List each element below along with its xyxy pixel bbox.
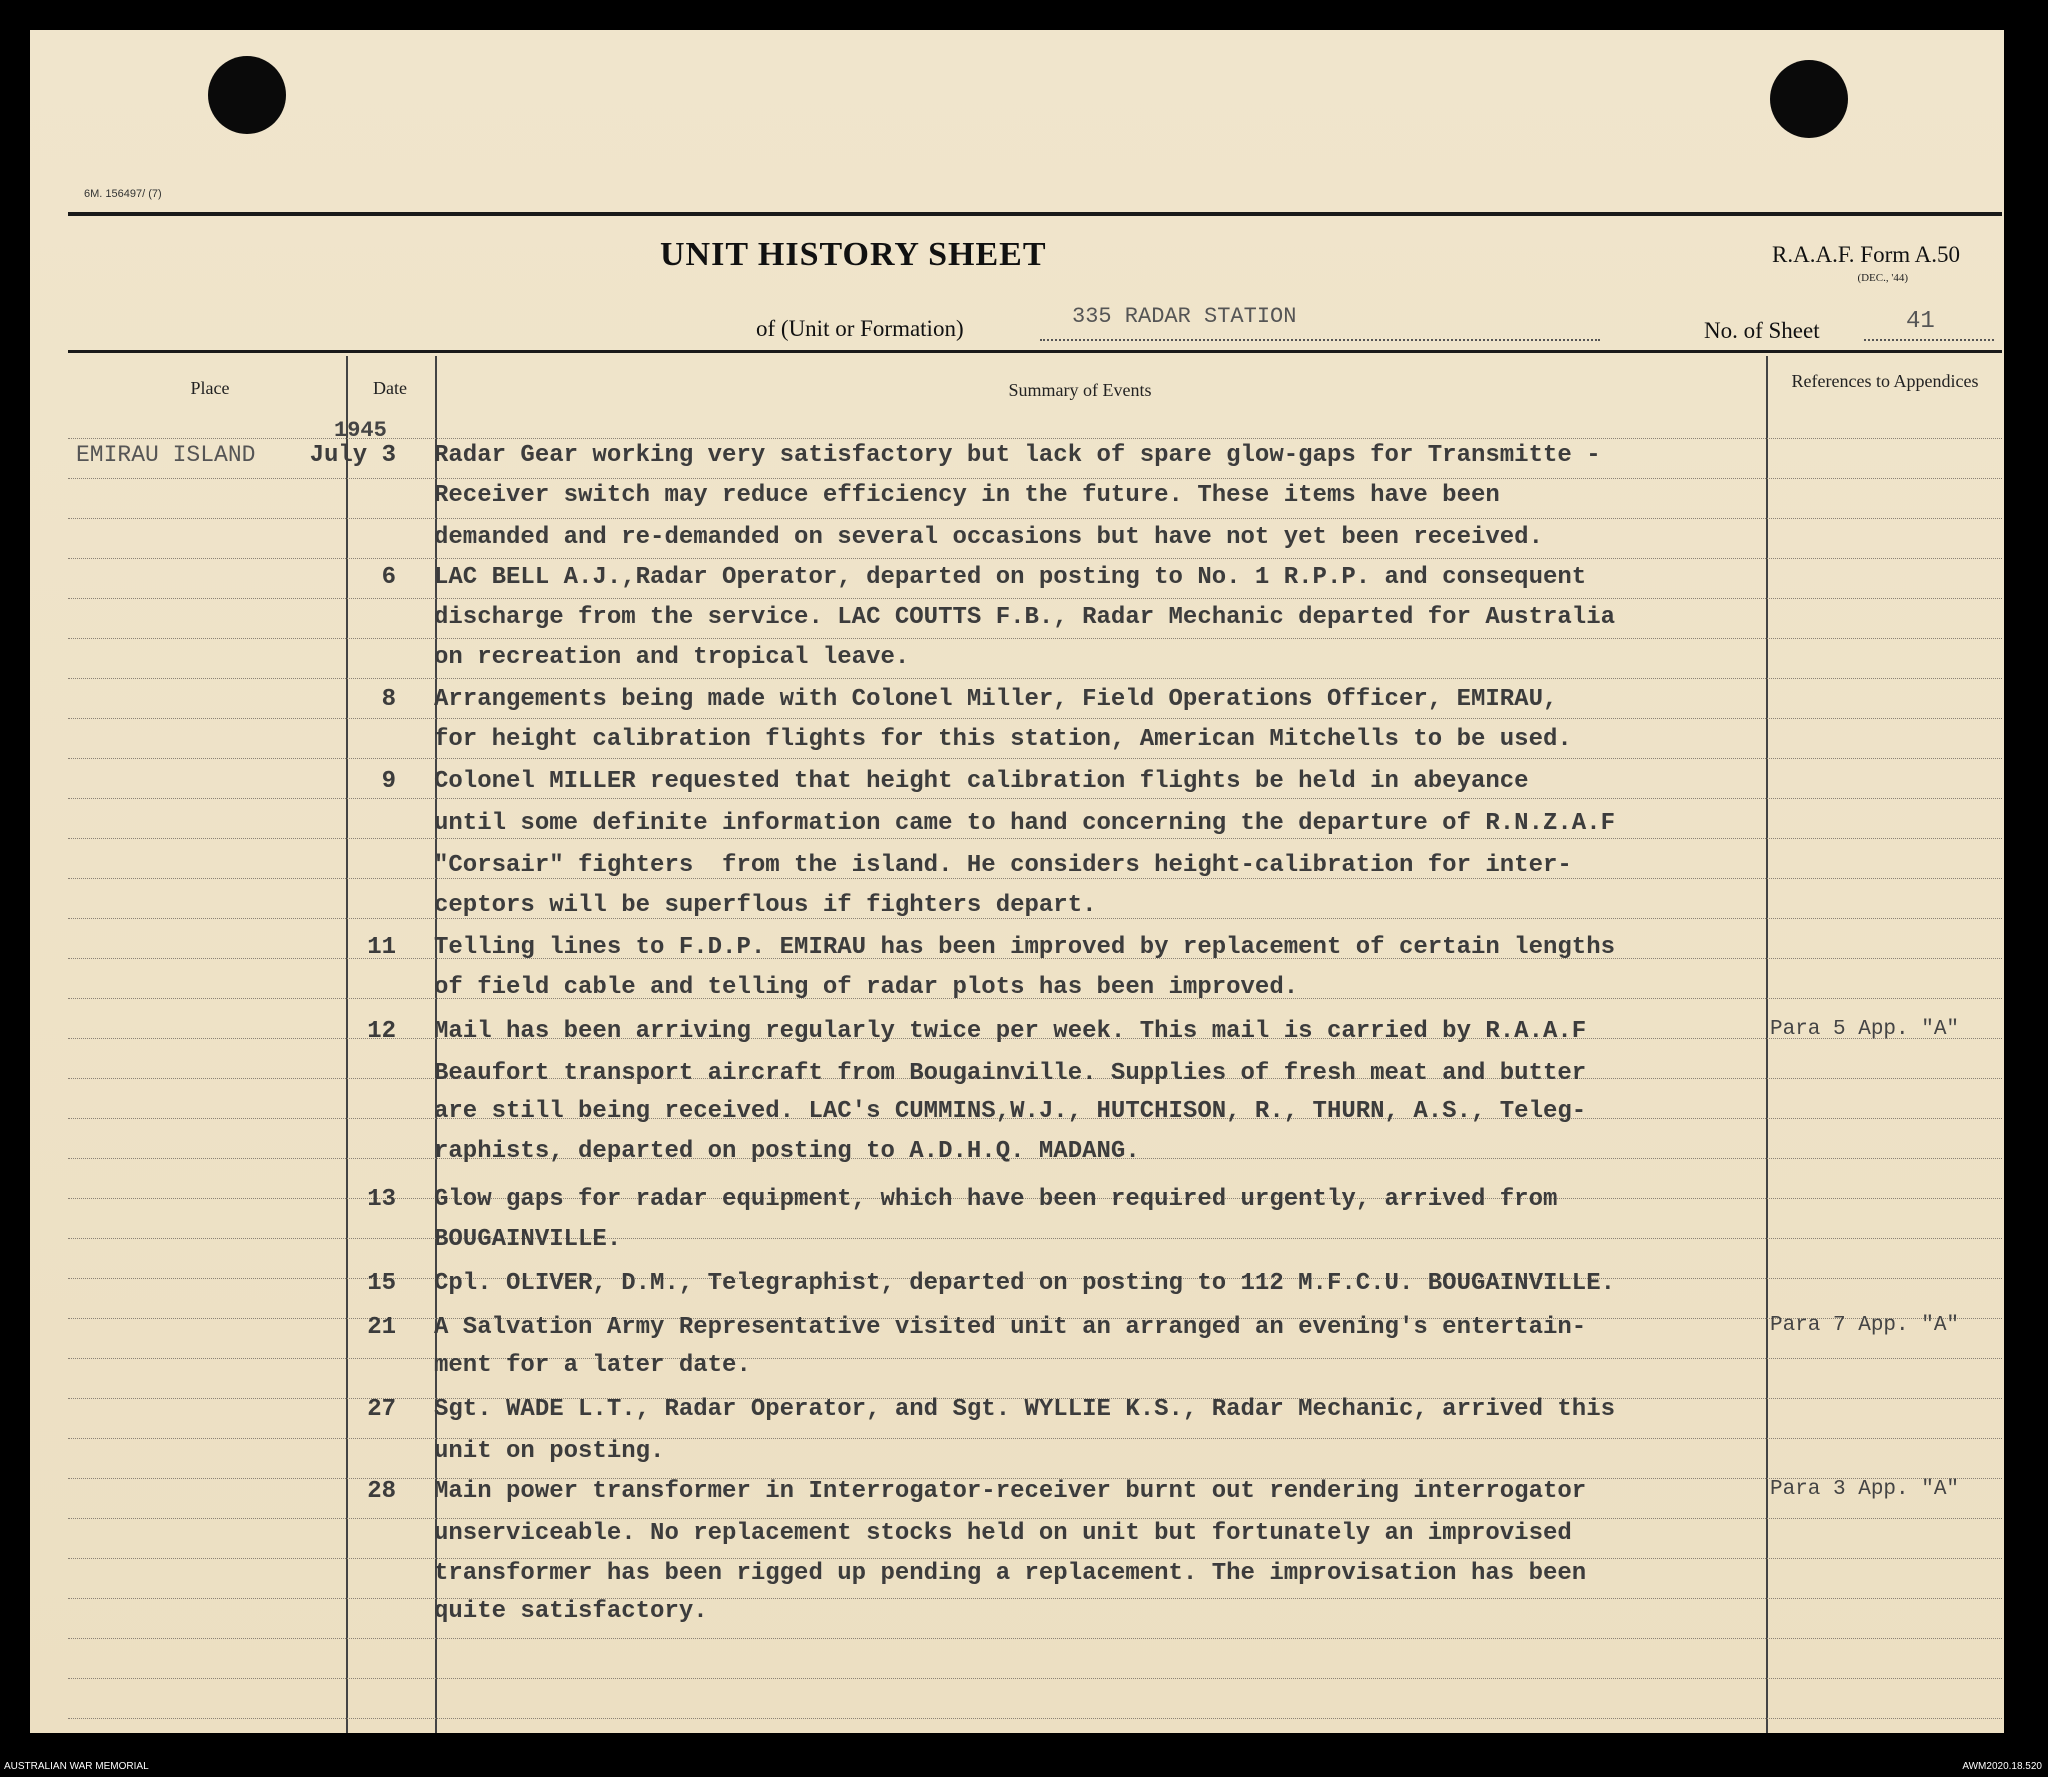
form-number: R.A.A.F. Form A.50 <box>1772 242 1960 267</box>
print-code: 6M. 156497/ (7) <box>84 188 162 200</box>
punch-hole-right <box>1770 60 1848 138</box>
ruled-line <box>68 1598 2002 1599</box>
footer-accession: AWM2020.18.520 <box>1962 1761 2042 1772</box>
event-line: A Salvation Army Representative visited unit an arranged an evening's entertain- <box>434 1314 1587 1341</box>
entry-date: 6 <box>381 564 396 591</box>
ruled-line <box>68 718 2002 719</box>
ruled-line <box>68 598 2002 599</box>
top-rule <box>68 212 2002 216</box>
event-line: discharge from the service. LAC COUTTS F.B., Radar Mechanic departed for Australia <box>434 604 1615 631</box>
event-line: Arrangements being made with Colonel Miller, Field Operations Officer, EMIRAU, <box>434 686 1558 713</box>
ruled-line <box>68 1358 2002 1359</box>
sheet-label: No. of Sheet <box>1704 318 1820 343</box>
ruled-line <box>68 758 2002 759</box>
ruled-line <box>68 798 2002 799</box>
event-line: unserviceable. No replacement stocks held on unit but fortunately an improvised <box>434 1520 1572 1547</box>
col-head-date: Date <box>373 378 407 398</box>
ruled-line <box>68 1718 2002 1719</box>
ruled-line <box>68 1558 2002 1559</box>
sheet-number: 41 <box>1906 308 1935 335</box>
col-head-place: Place <box>190 378 230 398</box>
punch-hole-left <box>208 56 286 134</box>
ruled-line <box>68 678 2002 679</box>
ruled-line <box>68 638 2002 639</box>
event-line: Mail has been arriving regularly twice per week. This mail is carried by R.A.A.F <box>434 1018 1587 1045</box>
event-line: Main power transformer in Interrogator-receiver burnt out rendering interrogator <box>434 1478 1587 1505</box>
unit-history-sheet <box>30 30 2004 1733</box>
entry-date: 15 <box>367 1270 396 1297</box>
col-divider-refs <box>1766 356 1768 1733</box>
entry-date: 21 <box>367 1314 396 1341</box>
event-line: for height calibration flights for this station, American Mitchells to be used. <box>434 726 1572 753</box>
event-line: LAC BELL A.J.,Radar Operator, departed on posting to No. 1 R.P.P. and consequent <box>434 564 1587 591</box>
event-line: Beaufort transport aircraft from Bougainville. Supplies of fresh meat and butter <box>434 1060 1587 1087</box>
entry-date: July 3 <box>309 442 396 469</box>
event-line: demanded and re-demanded on several occasions but have not yet been received. <box>434 524 1543 551</box>
event-line: unit on posting. <box>434 1438 665 1465</box>
entry-date: 12 <box>367 1018 396 1045</box>
event-line: Receiver switch may reduce efficiency in the future. These items have been <box>434 482 1500 509</box>
ruled-line <box>68 1638 2002 1639</box>
event-line: are still being received. LAC's CUMMINS,W.J., HUTCHISON, R., THURN, A.S., Teleg- <box>434 1098 1587 1125</box>
event-line: Radar Gear working very satisfactory but lack of spare glow-gaps for Transmitte - <box>434 442 1601 469</box>
entry-date: 13 <box>367 1186 396 1213</box>
ruled-line <box>68 478 2002 479</box>
event-line: BOUGAINVILLE. <box>434 1226 622 1253</box>
unit-dotline <box>1040 338 1600 341</box>
appendix-reference: Para 3 App. "A" <box>1770 1478 1960 1501</box>
unit-value: 335 RADAR STATION <box>1072 304 1297 329</box>
entry-date: 9 <box>381 768 396 795</box>
event-line: Cpl. OLIVER, D.M., Telegraphist, departed on posting to 112 M.F.C.U. BOUGAINVILLE. <box>434 1270 1615 1297</box>
event-line: until some definite information came to hand concerning the departure of R.N.Z.A.F <box>434 810 1615 837</box>
entry-date: 28 <box>367 1478 396 1505</box>
sheet-title: UNIT HISTORY SHEET <box>660 236 1047 273</box>
event-line: Telling lines to F.D.P. EMIRAU has been improved by replacement of certain lengths <box>434 934 1615 961</box>
unit-label: of (Unit or Formation) <box>756 316 964 341</box>
appendix-reference: Para 7 App. "A" <box>1770 1314 1960 1337</box>
entry-date: 11 <box>367 934 396 961</box>
event-line: quite satisfactory. <box>434 1598 708 1625</box>
event-line: on recreation and tropical leave. <box>434 644 910 671</box>
ruled-line <box>68 1518 2002 1519</box>
event-line: raphists, departed on posting to A.D.H.Q. MADANG. <box>434 1138 1140 1165</box>
event-line: transformer has been rigged up pending a replacement. The improvisation has been <box>434 1560 1587 1587</box>
entry-date: 27 <box>367 1396 396 1423</box>
ruled-line <box>68 838 2002 839</box>
footer-credit: AUSTRALIAN WAR MEMORIAL <box>4 1761 149 1772</box>
event-line: Sgt. WADE L.T., Radar Operator, and Sgt. WYLLIE K.S., Radar Mechanic, arrived this <box>434 1396 1615 1423</box>
place-name: EMIRAU ISLAND <box>76 442 256 468</box>
year: 1945 <box>334 418 387 443</box>
header-rule <box>68 350 2002 353</box>
event-line: Glow gaps for radar equipment, which have been required urgently, arrived from <box>434 1186 1558 1213</box>
entry-date: 8 <box>381 686 396 713</box>
col-head-refs: References to Appendices <box>1791 371 1979 391</box>
event-line: Colonel MILLER requested that height calibration flights be held in abeyance <box>434 768 1529 795</box>
appendix-reference: Para 5 App. "A" <box>1770 1018 1960 1041</box>
col-head-summary: Summary of Events <box>1008 380 1152 400</box>
ruled-line <box>68 1678 2002 1679</box>
ruled-line <box>68 518 2002 519</box>
sheet-dotline <box>1864 338 1994 341</box>
form-date: (DEC., '44) <box>1857 272 1908 284</box>
event-line: "Corsair" fighters from the island. He considers height-calibration for inter- <box>434 852 1572 879</box>
ruled-line <box>68 1438 2002 1439</box>
event-line: ment for a later date. <box>434 1352 751 1379</box>
ruled-line <box>68 558 2002 559</box>
ruled-line <box>68 1238 2002 1239</box>
event-line: ceptors will be superflous if fighters depart. <box>434 892 1097 919</box>
event-line: of field cable and telling of radar plots has been improved. <box>434 974 1299 1001</box>
